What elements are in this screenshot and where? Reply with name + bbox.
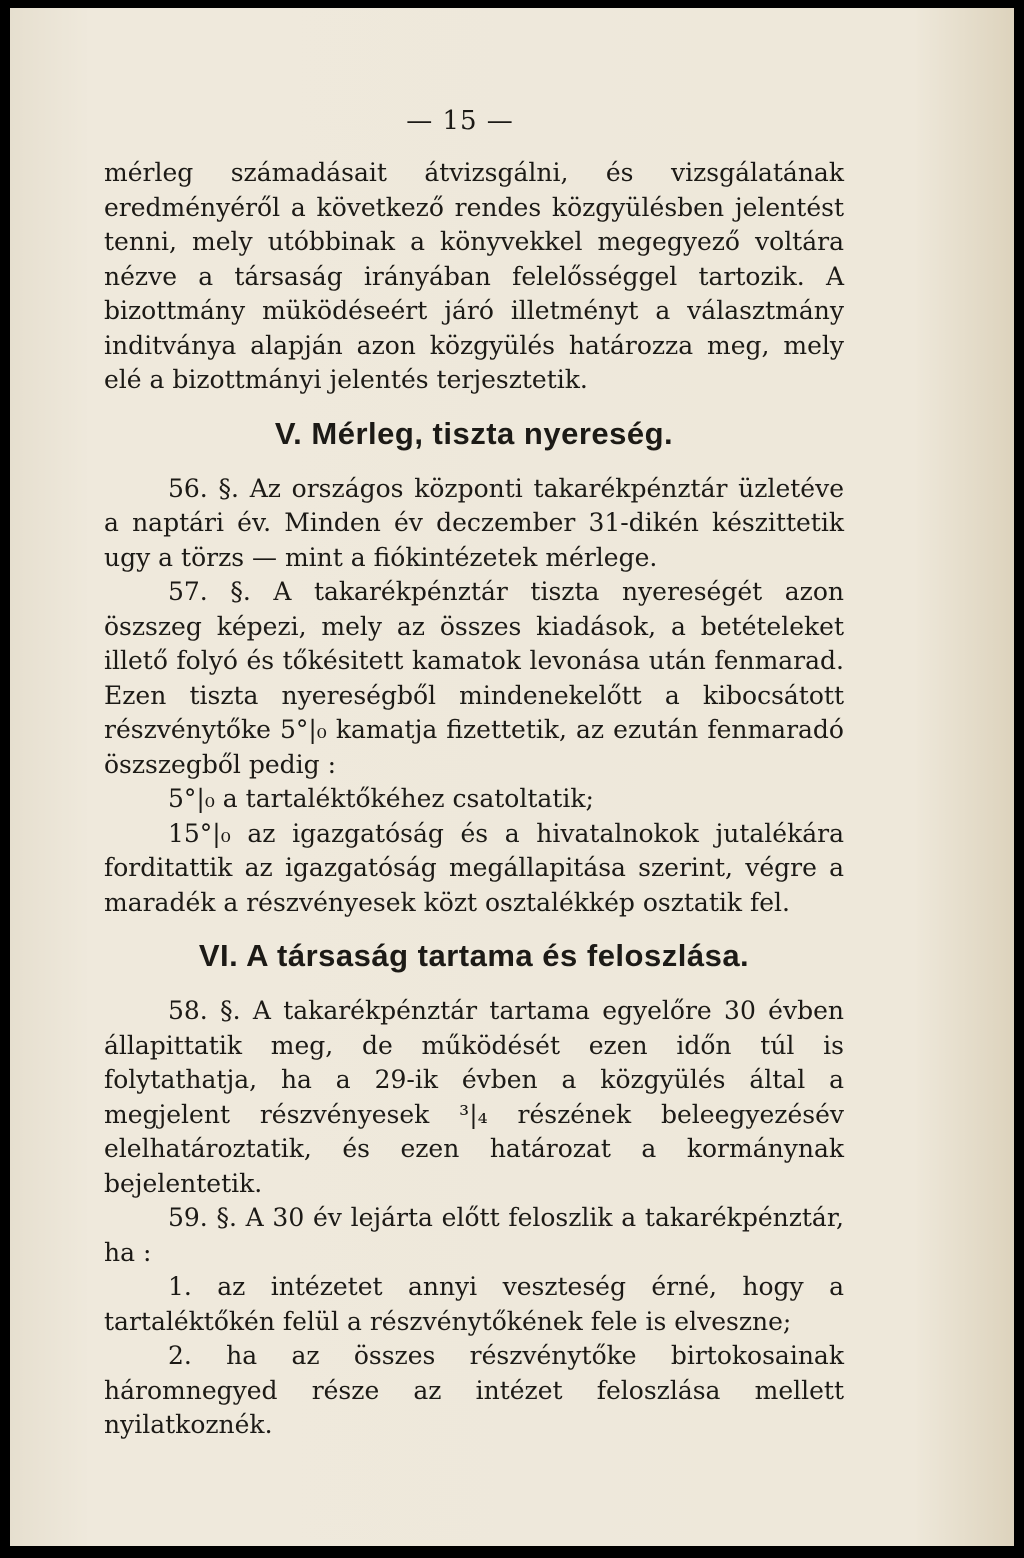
paragraph-57: 57. §. A takarékpénztár tiszta nyereségét azon öszszeg képezi, mely az összes kiadások, a betételeket illető folyó és tőkésitett kamatok levonása után fenmarad. Ezen tiszta nyereségből mindenekelőtt a kibocsátott részvénytőke 5°|₀ kamatja fizettetik, az ezután fenmaradó öszszegből pedig : xyxy=(104,577,844,779)
section-heading-v: V. Mérleg, tiszta nyereség. xyxy=(274,415,674,451)
paragraph-57-management: 15°|₀ az igazgatóság és a hivatalnokok jutalékára forditattik az igazgatóság megállapitása szerint, végre a maradék a részvényesek közt osztalékkép osztatik fel. xyxy=(104,818,844,917)
paragraph-57-reserve: 5°|₀ a tartaléktőkéhez csatoltatik; xyxy=(168,784,594,813)
section-heading-vi: VI. A társaság tartama és feloszlása. xyxy=(198,938,750,973)
body-text xyxy=(104,156,844,1443)
paragraph-56: 56. §. Az országos központi takarékpénztár üzletéve a naptári év. Minden év deczember 31-dikén készittetik ugy a törzs — mint a fiókintézetek mérlege. xyxy=(104,473,844,572)
paragraph-58: 58. §. A takarékpénztár tartama egyelőre 30 évben állapittatik meg, de működését ezen időn túl is folytathatja, ha a 29-ik évben a közgyülés által a megjelent részvényesek ³|₄ részének beleegyezésév elelhatároztatik, és ezen határozat a kormánynak bejelentetik. xyxy=(104,996,844,1198)
paragraph-59-item-2: 2. ha az összes részvénytőke birtokosainak háromnegyed része az intézet feloszlása mellett nyilatkoznék. xyxy=(104,1341,844,1439)
paragraph-59-item-1: 1. az intézetet annyi veszteség érné, hogy a tartaléktőkén felül a részvénytőkének fele is elveszne; xyxy=(104,1272,844,1336)
document-page xyxy=(10,8,1014,1546)
paragraph-intro: mérleg számadásait átvizsgálni, és vizsgálatának eredményéről a következő rendes közgyülésben jelentést tenni, mely utóbbinak a könyvekkel megegyező voltára nézve a társaság irányában felelősséggel tartozik. A bizottmány müködéseért járó illetményt a választmány inditványa alapján azon közgyülés határozza meg, mely elé a bizottmányi jelentés terjesztetik. xyxy=(104,158,844,394)
paragraph-59: 59. §. A 30 év lejárta előtt feloszlik a takarékpénztár, ha : xyxy=(104,1203,844,1267)
page-number: — 15 — xyxy=(406,106,514,136)
